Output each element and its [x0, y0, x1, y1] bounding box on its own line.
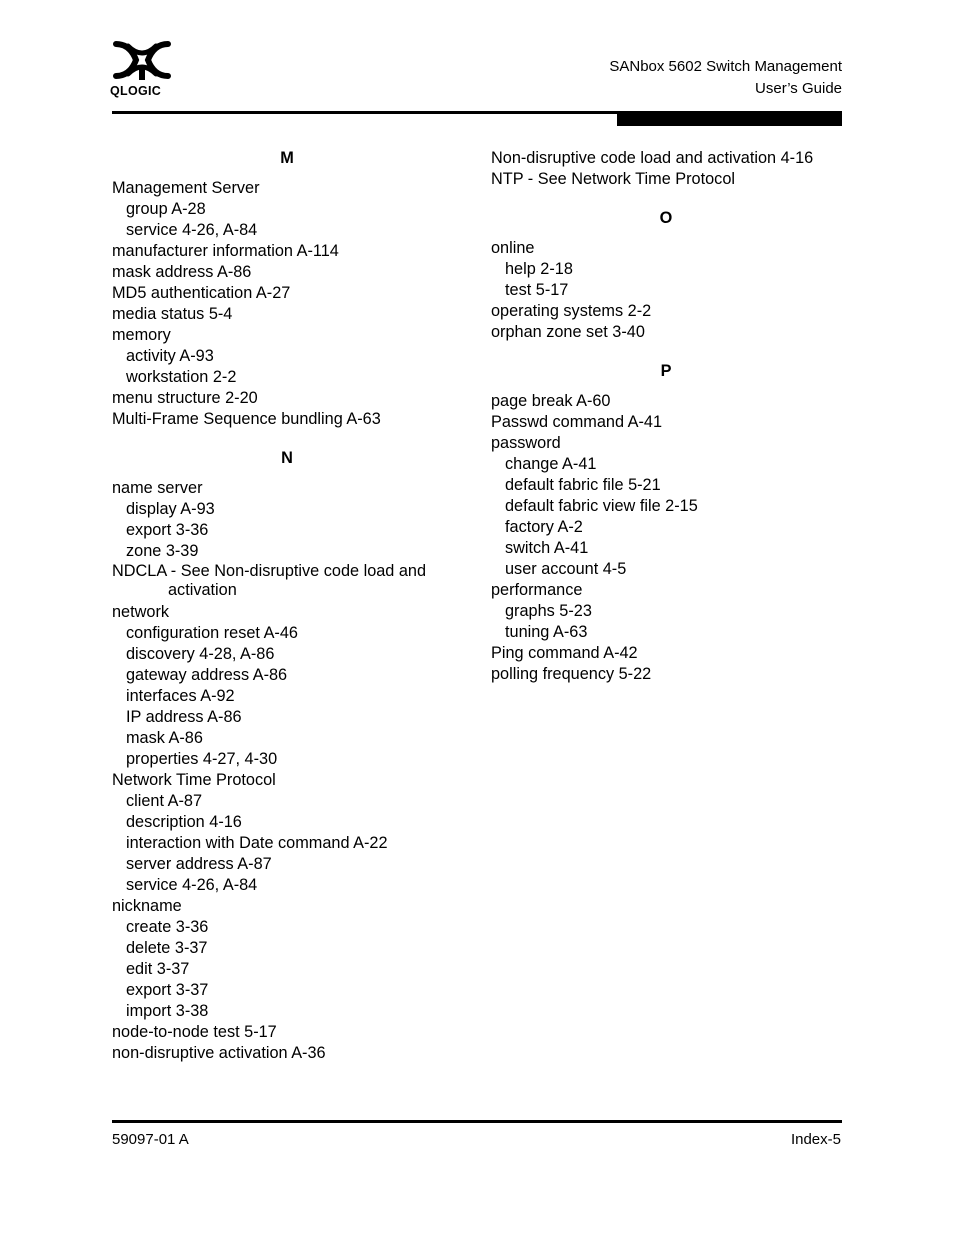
- index-subentry: interfaces A-92: [126, 687, 235, 705]
- index-subentry: edit 3-37: [126, 960, 190, 978]
- section-gap: [491, 190, 843, 208]
- index-subentry: change A-41: [505, 455, 597, 473]
- index-subentry: mask A-86: [126, 729, 203, 747]
- index-column-left: [112, 148, 457, 1064]
- index-entry: performance: [491, 581, 583, 599]
- index-subentry: service 4-26, A-84: [126, 221, 258, 239]
- index-entry: password: [491, 434, 561, 452]
- index-entry: orphan zone set 3-40: [491, 323, 645, 341]
- index-entry: Passwd command A-41: [491, 413, 663, 431]
- logo-wordmark: QLOGIC: [110, 84, 162, 98]
- index-subentry: default fabric view file 2-15: [505, 497, 698, 515]
- index-entry: memory: [112, 326, 171, 344]
- footer-doc-number: 59097-01 A: [112, 1131, 189, 1148]
- index-entry: Network Time Protocol: [112, 771, 276, 789]
- index-subentry: switch A-41: [505, 539, 589, 557]
- index-subentry: description 4-16: [126, 813, 242, 831]
- footer-page-label: Index-5: [790, 1131, 841, 1148]
- index-subentry: zone 3-39: [126, 542, 199, 560]
- index-entry: page break A-60: [491, 392, 611, 410]
- index-subentry: server address A-87: [126, 855, 272, 873]
- header-bar: [617, 111, 842, 126]
- header-title-line1: SANbox 5602 Switch Management: [609, 58, 842, 75]
- index-letter-heading: N: [281, 449, 293, 467]
- index-subentry: user account 4-5: [505, 560, 627, 578]
- index-subentry: discovery 4-28, A-86: [126, 645, 275, 663]
- index-subentry: graphs 5-23: [505, 602, 592, 620]
- index-subentry: gateway address A-86: [126, 666, 288, 684]
- index-entry: Management Server: [112, 179, 260, 197]
- index-subentry: tuning A-63: [505, 623, 588, 641]
- index-entry: polling frequency 5-22: [491, 665, 652, 683]
- index-entry: NTP - See Network Time Protocol: [491, 170, 735, 188]
- index-letter-heading: P: [660, 362, 672, 380]
- index-letter-heading: M: [280, 149, 294, 167]
- index-column-right: [491, 148, 843, 685]
- index-entry: node-to-node test 5-17: [112, 1023, 277, 1041]
- header-title-line2: User’s Guide: [755, 80, 842, 97]
- index-subentry: delete 3-37: [126, 939, 208, 957]
- index-entry: media status 5-4: [112, 305, 233, 323]
- index-subentry: IP address A-86: [126, 708, 242, 726]
- section-gap: [491, 343, 843, 361]
- index-letter-heading: O: [659, 209, 673, 227]
- index-entry: Ping command A-42: [491, 644, 638, 662]
- qlogic-logo: [110, 38, 178, 100]
- index-entry: mask address A-86: [112, 263, 252, 281]
- index-subentry: test 5-17: [505, 281, 569, 299]
- index-subentry: client A-87: [126, 792, 203, 810]
- index-subentry: group A-28: [126, 200, 206, 218]
- index-entry: online: [491, 239, 535, 257]
- index-subentry: export 3-37: [126, 981, 209, 999]
- index-entry: Multi-Frame Sequence bundling A-63: [112, 410, 381, 428]
- footer-rule: [112, 1120, 842, 1123]
- index-subentry: display A-93: [126, 500, 215, 518]
- index-subentry: help 2-18: [505, 260, 573, 278]
- index-entry: nickname: [112, 897, 182, 915]
- index-subentry: export 3-36: [126, 521, 209, 539]
- index-entry: network: [112, 603, 170, 621]
- index-subentry: create 3-36: [126, 918, 209, 936]
- index-subentry: factory A-2: [505, 518, 583, 536]
- index-entry: menu structure 2-20: [112, 389, 258, 407]
- index-entry: non-disruptive activation A-36: [112, 1044, 326, 1062]
- index-subentry: configuration reset A-46: [126, 624, 298, 642]
- index-entry: Non-disruptive code load and activation 4-16: [491, 149, 814, 167]
- index-subentry: properties 4-27, 4-30: [126, 750, 278, 768]
- index-subentry: interaction with Date command A-22: [126, 834, 388, 852]
- index-subentry: default fabric file 5-21: [505, 476, 661, 494]
- index-entry: operating systems 2-2: [491, 302, 652, 320]
- index-entry: name server: [112, 479, 203, 497]
- qlogic-logo-icon: [110, 38, 174, 82]
- index-entry: manufacturer information A-114: [112, 242, 339, 260]
- section-gap: [112, 430, 457, 448]
- index-entry: MD5 authentication A-27: [112, 284, 291, 302]
- index-entry: NDCLA - See Non-disruptive code load and activation: [112, 562, 427, 599]
- index-subentry: activity A-93: [126, 347, 214, 365]
- index-subentry: service 4-26, A-84: [126, 876, 258, 894]
- index-subentry: workstation 2-2: [126, 368, 237, 386]
- running-header: [609, 56, 842, 100]
- index-subentry: import 3-38: [126, 1002, 209, 1020]
